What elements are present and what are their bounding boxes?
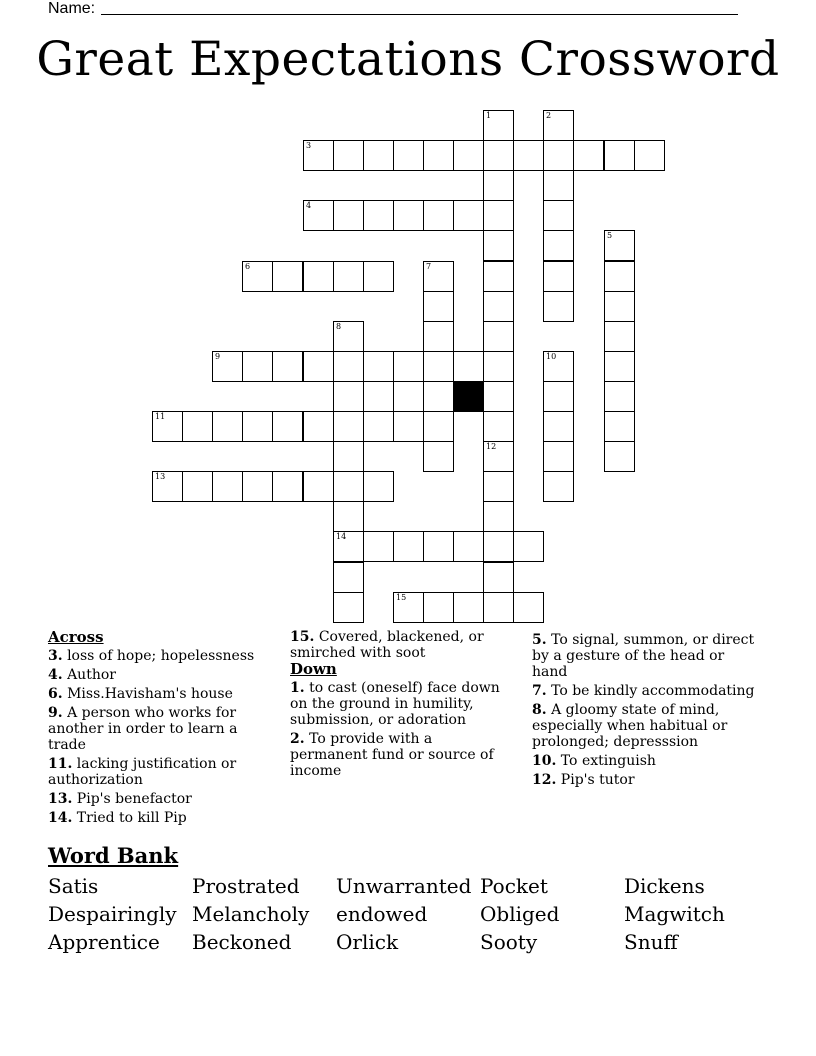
word-bank-word: Orlick (336, 930, 399, 954)
grid-cell[interactable] (634, 140, 665, 171)
grid-cell[interactable] (242, 411, 273, 442)
grid-cell[interactable] (363, 381, 394, 412)
word-bank-word: Satis (48, 874, 99, 898)
grid-cell[interactable] (483, 531, 514, 562)
clue-number: 15 (396, 593, 407, 602)
grid-cell[interactable] (483, 592, 514, 623)
grid-cell[interactable] (333, 381, 364, 412)
word-bank-word: Snuff (624, 930, 678, 954)
grid-cell[interactable] (483, 381, 514, 412)
grid-cell[interactable] (303, 471, 334, 502)
page-title: Great Expectations Crossword (36, 32, 780, 87)
grid-cell[interactable] (483, 501, 514, 532)
grid-cell[interactable] (513, 592, 544, 623)
word-bank-word: Magwitch (624, 902, 725, 926)
clue-15: 15. Covered, blackened, or smirched with soot (290, 629, 484, 661)
grid-cell[interactable] (272, 261, 303, 292)
grid-cell[interactable] (604, 230, 635, 261)
grid-cell[interactable] (333, 471, 364, 502)
grid-cell[interactable] (423, 140, 454, 171)
grid-cell[interactable] (363, 411, 394, 442)
grid-cell[interactable] (393, 592, 424, 623)
grid-cell[interactable] (543, 411, 574, 442)
grid-cell[interactable] (333, 592, 364, 623)
clues-column-2 (290, 629, 510, 779)
clue-item: 13. Pip's benefactor (48, 791, 192, 807)
grid-cell[interactable] (423, 531, 454, 562)
clue-number: 2 (546, 111, 552, 120)
grid-cell[interactable] (212, 411, 243, 442)
word-bank-word: Beckoned (192, 930, 292, 954)
grid-cell[interactable] (152, 471, 183, 502)
clue-number: 11 (155, 412, 166, 421)
grid-cell[interactable] (152, 411, 183, 442)
grid-cell[interactable] (363, 140, 394, 171)
grid-cell[interactable] (543, 200, 574, 231)
grid-cell[interactable] (393, 140, 424, 171)
clue-item: 11. lacking justification or authorization (48, 756, 237, 788)
grid-cell[interactable] (333, 140, 364, 171)
clue-item: 9. A person who works for another in order to learn a trade (48, 705, 238, 753)
grid-cell[interactable] (423, 291, 454, 322)
grid-cell[interactable] (393, 200, 424, 231)
grid-cell[interactable] (423, 592, 454, 623)
grid-cell[interactable] (483, 441, 514, 472)
grid-cell[interactable] (303, 140, 334, 171)
clue-number: 8 (336, 322, 342, 331)
grid-cell[interactable] (333, 351, 364, 382)
grid-cell[interactable] (363, 531, 394, 562)
grid-cell[interactable] (604, 411, 635, 442)
clue-number: 12 (486, 442, 497, 451)
grid-cell[interactable] (604, 291, 635, 322)
grid-cell[interactable] (604, 381, 635, 412)
clue-number: 14 (336, 532, 347, 541)
grid-cell[interactable] (543, 291, 574, 322)
grid-cell[interactable] (423, 321, 454, 352)
name-field-line (48, 0, 738, 18)
grid-cell[interactable] (604, 441, 635, 472)
grid-cell[interactable] (333, 441, 364, 472)
grid-cell[interactable] (272, 411, 303, 442)
grid-cell[interactable] (604, 140, 635, 171)
grid-cell[interactable] (182, 411, 213, 442)
clue-item: 5. To signal, summon, or direct by a gesture of the head or hand (532, 632, 755, 680)
grid-cell[interactable] (513, 140, 544, 171)
word-bank-word: Prostrated (192, 874, 300, 898)
grid-cell[interactable] (543, 261, 574, 292)
grid-cell[interactable] (483, 471, 514, 502)
name-label: Name: (48, 0, 96, 17)
grid-cell[interactable] (212, 351, 243, 382)
grid-cell[interactable] (543, 381, 574, 412)
grid-cell[interactable] (483, 411, 514, 442)
grid-cell[interactable] (543, 351, 574, 382)
grid-cell[interactable] (483, 140, 514, 171)
grid-cell[interactable] (333, 531, 364, 562)
word-bank-word: endowed (336, 902, 428, 926)
clue-item: 14. Tried to kill Pip (48, 810, 187, 826)
grid-cell[interactable] (483, 351, 514, 382)
grid-cell[interactable] (423, 441, 454, 472)
grid-cell[interactable] (453, 200, 484, 231)
grid-cell[interactable] (513, 531, 544, 562)
clue-item: 6. Miss.Havisham's house (48, 686, 233, 702)
grid-cell[interactable] (333, 261, 364, 292)
grid-cell[interactable] (303, 351, 334, 382)
grid-cell[interactable] (483, 110, 514, 141)
grid-cell[interactable] (543, 471, 574, 502)
grid-cell[interactable] (272, 471, 303, 502)
grid-cell[interactable] (303, 200, 334, 231)
grid-cell[interactable] (363, 471, 394, 502)
grid-cell[interactable] (543, 110, 574, 141)
grid-cell[interactable] (453, 351, 484, 382)
grid-cell[interactable] (242, 261, 273, 292)
word-bank-word: Unwarranted (336, 874, 472, 898)
grid-cell[interactable] (303, 261, 334, 292)
grid-cell[interactable] (363, 200, 394, 231)
grid-cell[interactable] (182, 471, 213, 502)
grid-cell[interactable] (483, 170, 514, 201)
word-bank-word: Despairingly (48, 902, 177, 926)
clue-item: 3. loss of hope; hopelessness (48, 648, 255, 664)
clue-number: 3 (306, 141, 312, 150)
grid-block-cell (453, 381, 484, 412)
word-bank-word: Melancholy (192, 902, 310, 926)
clue-item: 1. to cast (oneself) face down on the ground in humility, submission, or adoration (290, 680, 500, 728)
grid-cell[interactable] (242, 471, 273, 502)
grid-cell[interactable] (272, 351, 303, 382)
clue-item: 4. Author (48, 667, 116, 683)
word-bank-word: Sooty (480, 930, 538, 954)
clue-number: 10 (546, 352, 557, 361)
grid-cell[interactable] (423, 381, 454, 412)
word-bank-word: Dickens (624, 874, 705, 898)
grid-cell[interactable] (423, 351, 454, 382)
name-blank[interactable] (101, 0, 738, 15)
clue-number: 1 (486, 111, 492, 120)
word-bank-word: Pocket (480, 874, 548, 898)
grid-cell[interactable] (303, 411, 334, 442)
clue-item: 7. To be kindly accommodating (532, 683, 755, 699)
clue-number: 5 (607, 231, 613, 240)
grid-cell[interactable] (333, 411, 364, 442)
grid-cell[interactable] (393, 381, 424, 412)
clue-item: 8. A gloomy state of mind, especially when habitual or prolonged; depresssion (532, 702, 728, 750)
grid-cell[interactable] (242, 351, 273, 382)
grid-cell[interactable] (393, 531, 424, 562)
grid-cell[interactable] (333, 501, 364, 532)
grid-cell[interactable] (333, 562, 364, 593)
clue-number: 7 (426, 262, 432, 271)
across-heading: Across (48, 628, 104, 646)
grid-cell[interactable] (604, 321, 635, 352)
grid-cell[interactable] (543, 441, 574, 472)
clue-item: 10. To extinguish (532, 753, 656, 769)
grid-cell[interactable] (212, 471, 243, 502)
grid-cell[interactable] (453, 140, 484, 171)
grid-cell[interactable] (483, 261, 514, 292)
grid-cell[interactable] (573, 140, 604, 171)
clue-number: 9 (215, 352, 221, 361)
grid-cell[interactable] (483, 291, 514, 322)
clue-number: 4 (306, 201, 312, 210)
grid-cell[interactable] (483, 200, 514, 231)
grid-cell[interactable] (483, 562, 514, 593)
word-bank-word: Obliged (480, 902, 560, 926)
word-bank-title: Word Bank (48, 843, 179, 868)
clues-column-1 (48, 629, 268, 826)
grid-cell[interactable] (333, 200, 364, 231)
down-heading: Down (290, 660, 337, 678)
grid-cell[interactable] (483, 230, 514, 261)
grid-cell[interactable] (363, 261, 394, 292)
grid-cell[interactable] (393, 351, 424, 382)
grid-cell[interactable] (483, 321, 514, 352)
clue-item: 12. Pip's tutor (532, 772, 635, 788)
grid-cell[interactable] (604, 261, 635, 292)
word-bank-word: Apprentice (48, 930, 160, 954)
clue-item: 2. To provide with a permanent fund or source of income (290, 731, 494, 779)
clue-number: 6 (245, 262, 251, 271)
clues-column-3 (532, 629, 764, 788)
grid-cell[interactable] (423, 411, 454, 442)
grid-cell[interactable] (453, 531, 484, 562)
grid-cell[interactable] (543, 140, 574, 171)
grid-cell[interactable] (333, 321, 364, 352)
grid-cell[interactable] (453, 592, 484, 623)
grid-cell[interactable] (604, 351, 635, 382)
grid-cell[interactable] (423, 200, 454, 231)
grid-cell[interactable] (543, 170, 574, 201)
grid-cell[interactable] (543, 230, 574, 261)
clue-number: 13 (155, 472, 166, 481)
grid-cell[interactable] (423, 261, 454, 292)
grid-cell[interactable] (393, 411, 424, 442)
grid-cell[interactable] (363, 351, 394, 382)
